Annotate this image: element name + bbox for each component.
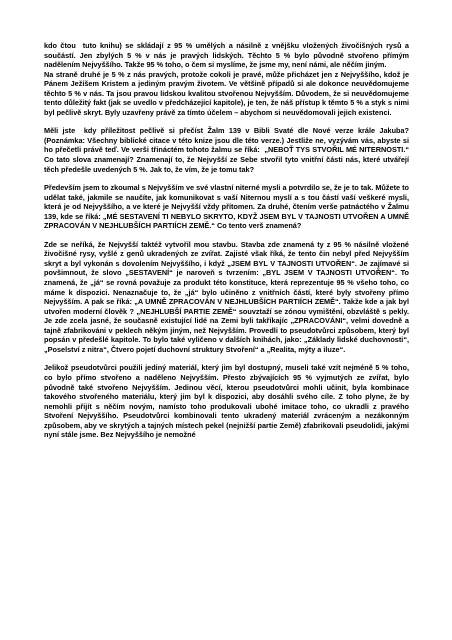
paragraph-4: Zde se neříká, že Nejvyšší taktéž vytvořil mou stavbu. Stavba zde znamená ty z 95 % násilně vložené živočišné rysy, vyšlé z genů ukradených ze zvířat. Zajisté však říká, že tento čin nebyl před Nejvyšším skryt a byl vykonán s dovolením Nejvyššího, i když „JSEM BYL V TAJNOSTI UTVOŘEN“. Je zajímavé si povšimnout, že slovo „SESTAVENÍ“ je naroveň s tvrzením: „BYL JSEM V TAJNOSTI UTVOŘEN“. To znamená, že „já“ se rovná považuje za produkt této konstituce, která reprezentuje 95 % všeho toho, co máme k dispozici. Nenaznačuje to, že „já“ bylo učiněno z vnitřních částí, které byly stvořeny přímo Nejvyšším. A pak se říká: „A UMNĚ ZPRACOVÁN V NEJHLUBŠÍCH PARTIÍCH ZEMĚ“. Takže kde a jak byl utvořen moderní člověk ? „NEJHLUBŠÍ PARTIE ZEMĚ“ souvztaží se zónou vymištění, obzvláště s pekly. Je zde zcela jasné, že současně existující lidé na Zemi byli takříkajíc „ZPRACOVÁNI“, velmi dovedně a tajně zfabrikováni v peklech někým jiným, než Nejvyšším. Provedli to pseudotvůrci způsobem, který byl popsán v předešlé kapitole. To bylo také vyličeno v dalších knihách, jako: „Základy lidské duchovnosti“, „Poselství z nitra“, Čtvero pojetí duchovní struktury Stvoření“ a „Realita, mýty a iluze“.	[44, 239, 412, 354]
paragraph-1: kdo čtou tuto knihu) se skládají z 95 % umělých a násilně z vnějšku vložených živočišných rysů a součástí. Jen zbylých 5 % v nás je pravých lidských. Těchto 5 % bylo původně stvořeno přímým nadělením Nejvyššího. Takže 95 % toho, o čem si myslíme, že jsme my, není námi, ale něčím jiným. Na straně druhé je 5 % z nás pravých, protože cokoli je pravé, může přicházet jen z Nejvyššího, kdož je Pánem Ježíšem Kristem a jediným pravým životem. Ve většině případů si ale dokonce neuvědomujeme těchto 5 % v nás. Ta jsou pravou lidskou kvalitou stvořenou Nejvyšším. Důvodem, že si neuvědomujeme tento důležitý fakt (jak se uvedlo v předcházející kapitole), je ten, že náš přístup k těmto 5 % a styk s nimi byl pečlivě skryt. Byly uzavřeny právě za tímto účelem – abychom si neuvědomovali jejich existenci.	[44, 41, 409, 117]
paragraph-5: Jelikož pseudotvůrci použili jediný materiál, který jim byl dostupný, museli také vzít nejméně 5 % toho, co bylo přímo stvořeno a naděleno Nejvyšším. Přesto zbývajících 95 % vyjmutých ze zvířat, bylo původně také stvořeno Nejvyšším. Jedinou věcí, kterou pseudotvůrci mohli učinit, byla kombinace takového stvořeného materiálu, který jim byl k dispozici, aby dosáhli svého cíle. Z toho plyne, že by nemohli přijít s něčím novým, namísto toho produkovali ubohé imitace toho, co ukradli z pravého Stvoření Nejvyššího. Pseudotvůrci kombinovali tento ukradený materiál zvráceným a nezákonným způsobem, aby ve skrytých a tajných místech pekel (nejnižší partie Země) zfabrikovali pseudolidi, jakými nyní stále jsme. Bez Nejvyššího je nemožné	[44, 363, 412, 440]
paragraph-3: Především jsem to zkoumal s Nejvyšším ve své vlastní niterné mysli a potvrdilo se, že je to tak. Můžete to udělat také, jakmile se naučíte, jak komunikovat s vaší Niternou myslí a s tou částí vaší veškeré mysli, která je od Nejvyššího, a ve které je Nejvyšší vždy přítomen. Za druhé, čtením verše patnáctého v Žalmu 139, kde se říká: „MÉ SESTAVENÍ TI NEBYLO SKRYTO, KDYŽ JSEM BYL V TAJNOSTI UTVOŘEN A UMNĚ ZPRACOVÁN V NEJHLUBŠÍCH PARTIÍCH ZEMĚ.“ Co tento verš znamená?	[44, 183, 412, 231]
paragraph-2: Měli jste kdy příležitost pečlivě si přečíst Žalm 139 v Bibli Svaté dle Nové verze krále Jakuba? (Poznámka: Všechny biblické citace v této knize jsou dle této verze.) Jestliže ne, vyzývám vás, abyste si ho přečetli právě teď. Ve verši třináctém tohoto žalmu se říká: „NEBOŤ TYS STVOŘIL MÉ NITERNOSTI.“ Co tato slova znamenají? Znamenají to, že Nejvyšší ze Sebe stvořil tyto vnitřní části nás, které utvářejí těch předešle uvedených 5 %. Jak to, že vím, že je tomu tak?	[44, 126, 412, 174]
